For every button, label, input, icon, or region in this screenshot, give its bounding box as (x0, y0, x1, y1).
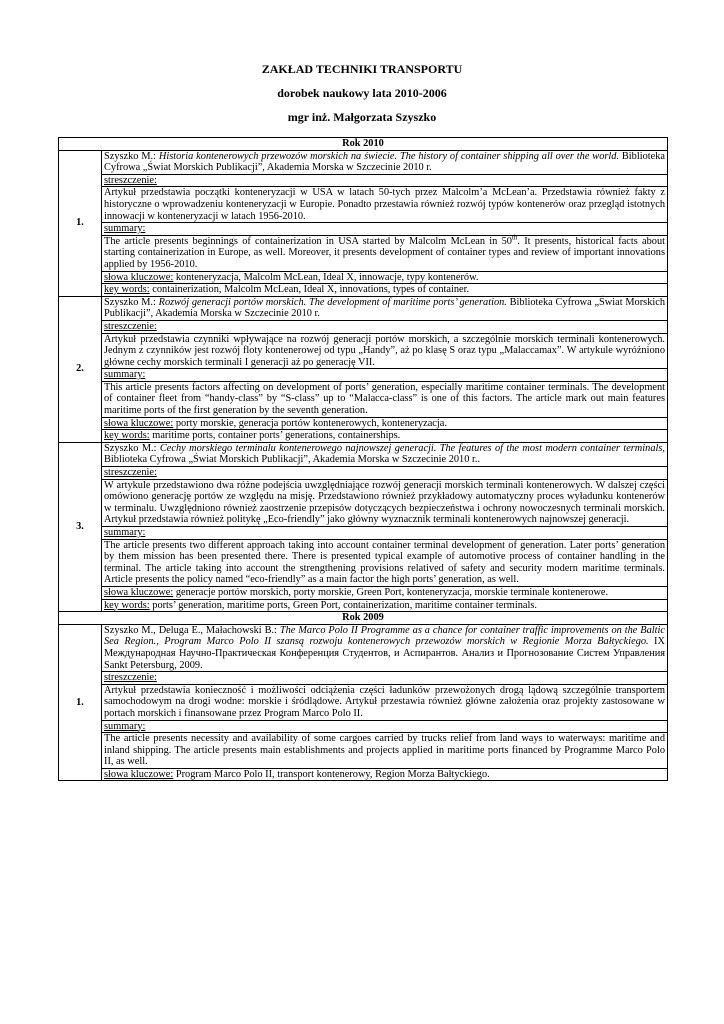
entry-row (59, 187, 668, 223)
key-words-text: containerization, Malcolm McLean, Ideal X, innovations, types of container. (149, 284, 470, 296)
streszczenie-text: Artykuł przedstawia konieczność i możliwości odciążenia części ładunków przewożonych drogą lądową szczególnie transportem samochodowym na drogi wodne: morskie i śródlądowe. Artykuł przestawia również główne założenia oraz projekty zastosowane w portach morskich i finansowane przez Program Marco Polo II. (102, 684, 668, 720)
key-words-text: maritime ports, container ports’ generations, containerships. (149, 430, 401, 442)
summary-label-cell (102, 720, 668, 733)
slowa-kluczowe-label: słowa kluczowe: (104, 586, 174, 598)
summary-text (102, 235, 668, 271)
entry-number: 1. (59, 624, 102, 781)
entry-row (59, 417, 668, 430)
summary-label: summary: (104, 223, 146, 235)
entry-row (59, 527, 668, 540)
streszczenie-label-cell (102, 467, 668, 480)
entry-publication: Biblioteka Cyfrowa „Świat Morskich Publikacji”, Akademia Morska w Szczecinie 2010 r. (104, 296, 665, 320)
entry-row (59, 381, 668, 417)
entry-row (59, 586, 668, 599)
slowa-kluczowe-label: słowa kluczowe: (104, 768, 174, 780)
entry-row (59, 333, 668, 369)
summary-text (102, 539, 668, 586)
entry-row (59, 174, 668, 187)
key-words-text: ports’ generation, maritime ports, Green Port, containerization, maritime container terminals. (149, 599, 537, 611)
entry-row (59, 479, 668, 526)
streszczenie-label: streszczenie: (104, 467, 157, 479)
entry-title: Cechy morskiego terminalu kontenerowego najnowszej generacji. The features of the most modern container terminals, (159, 442, 665, 454)
page-subtitle: dorobek naukowy lata 2010-2006 (277, 86, 447, 100)
entry-row (59, 150, 668, 174)
entry-row (59, 320, 668, 333)
entry-row (59, 442, 668, 466)
entry-row (59, 369, 668, 382)
slowa-kluczowe-text: konteneryzacja, Malcolm McLean, Ideal X, innowacje, typy kontenerów. (173, 271, 479, 283)
key-words-label: key words: (104, 599, 150, 611)
key-words-row (102, 430, 668, 443)
summary-label: summary: (104, 527, 146, 538)
summary-text (102, 733, 668, 769)
summary-text-part: The article presents two different approach taking into account container terminal development of generation. Later ports’ generation by them mission has been presented there. There is presented typical example of automotive process of container handling in the terminal. The article taking into account the strengthening provisions relatived of safety and security modern maritime terminals. Article presents the policy named “eco-friendly” as a main factor the high ports’ generation, as well. (104, 539, 665, 586)
streszczenie-label-cell (102, 672, 668, 685)
entry-row (59, 284, 668, 297)
streszczenie-text: Artykuł przedstawia początki konteneryzacji w USA w latach 50-tych przez Malcolm’a McLean’a. Przedstawia również fakty z historyczne o wprowadzeniu konteneryzacji w Europie. Ponadto przestawia również rozwój typów kontenerów oraz przegląd istotnych innowacji w konteneryzacji w latach 1956-2010. (102, 187, 668, 223)
entry-citation (102, 624, 668, 671)
entry-citation (102, 150, 668, 174)
entry-title: Historia kontenerowych przewozów morskich na świecie. The history of container shipping all over the world. (158, 150, 620, 162)
entry-number: 3. (59, 442, 102, 611)
entry-publication: IX Международная Научно-Практическая Конференция Студентов, и Аспирантов. Анализ и Прогнозование Систем Управления Sankt Petersburg, 2009. (104, 636, 665, 671)
entry-title: The Marco Polo II Programme as a chance for container traffic improvements on the Baltic Sea Region., Program Marco Polo II szansą rozwoju kontenerowych przewozów morskich w Regionie Morza Bałtyckiego. (104, 624, 665, 648)
key-words-row (102, 284, 668, 297)
entry-title: Rozwój generacji portów morskich. The development of maritime ports’ generation. (158, 296, 507, 308)
summary-label-cell (102, 223, 668, 236)
publications-table (58, 137, 668, 781)
entry-row (59, 223, 668, 236)
entry-authors: Szyszko M., Deluga E., Małachowski B.: (104, 624, 280, 636)
slowa-kluczowe-row (102, 768, 668, 781)
slowa-kluczowe-text: Program Marco Polo II, transport kontenerowy, Region Morza Bałtyckiego. (173, 768, 490, 780)
summary-text-part: The article presents beginnings of containerization in USA started by Malcolm McLean in 50 (104, 235, 512, 247)
key-words-label: key words: (104, 284, 150, 296)
summary-superscript: th (511, 233, 518, 242)
streszczenie-label: streszczenie: (104, 174, 157, 186)
streszczenie-label: streszczenie: (104, 672, 157, 684)
slowa-kluczowe-label: słowa kluczowe: (104, 417, 174, 429)
key-words-label: key words: (104, 430, 150, 442)
streszczenie-text: W artykule przedstawiono dwa różne podejścia uwzględniające rozwój generacji morskich terminali kontenerowych. W dalszej części omówiono generację portów ze względu na misję. Przedstawiono również przykładowy automatyczny proces wyładunku kontenerów w terminalu. Uwzględniono również zaostrzenie przepisów dotyczących bezpieczeństwa i ochrony nowoczesnych terminali morskich. Artykuł przedstawia również politykę „Eco-friendly” jako główny wyznacznik terminali kontenerowych najnowszej generacji. (102, 479, 668, 526)
streszczenie-label-cell (102, 174, 668, 187)
entry-row (59, 720, 668, 733)
entry-row (59, 672, 668, 685)
summary-text-part: The article presents necessity and availability of some cargoes carried by trucks relief from land ways to waterways: maritime and inland shipping. The article presents main establishments and projects applied in maritime ports financed by Programme Marco Polo II, as well. (104, 733, 665, 768)
year-row (59, 138, 668, 151)
summary-label-cell (102, 527, 668, 540)
summary-text-part: This article presents factors affecting on development of ports’ generation, especially maritime container terminals. The development of container fleet from “handy-class” by “S-class” up to “Malacca-class” is one of this factors. The article mark out main features maritime ports of the first generation by the seventh generation. (104, 381, 665, 417)
entry-row (59, 599, 668, 612)
streszczenie-label-cell (102, 320, 668, 333)
summary-label-cell (102, 369, 668, 382)
summary-text-part: . It presents, historical facts about starting containerization in Europe, as well. Moreover, it presents development of container types and review of important innovations applied by 1956-2010. (104, 235, 666, 270)
entry-authors: Szyszko M.: (104, 296, 159, 308)
slowa-kluczowe-row (102, 417, 668, 430)
entry-row (59, 296, 668, 320)
entry-row (59, 430, 668, 443)
entry-publication: Biblioteka Cyfrowa „Świat Morskich Publikacji”, Akademia Morska w Szczecinie 2010 r. (104, 150, 665, 174)
summary-label: summary: (104, 369, 146, 381)
entry-authors: Szyszko M.: (104, 442, 160, 454)
slowa-kluczowe-row (102, 271, 668, 284)
slowa-kluczowe-text: generacje portów morskich, porty morskie, Green Port, konteneryzacja, morskie terminale kontenerowe. (173, 586, 609, 598)
entry-row (59, 467, 668, 480)
author-name: mgr inż. Małgorzata Szyszko (287, 110, 437, 124)
year-heading: Rok 2010 (59, 138, 668, 151)
summary-text (102, 381, 668, 417)
entry-citation (102, 442, 668, 466)
entry-row (59, 768, 668, 781)
key-words-row (102, 599, 668, 612)
entry-row (59, 684, 668, 720)
entry-row (59, 235, 668, 271)
entry-row (59, 733, 668, 769)
entry-publication: Biblioteka Cyfrowa „Świat Morskich Publikacji”, Akademia Morska w Szczecinie 2010 r.. (104, 454, 481, 466)
entry-row (59, 539, 668, 586)
entry-row (59, 624, 668, 671)
slowa-kluczowe-text: porty morskie, generacja portów kontenerowych, konteneryzacja. (173, 417, 447, 429)
entry-citation (102, 296, 668, 320)
entry-row (59, 271, 668, 284)
entry-number: 2. (59, 296, 102, 442)
summary-label: summary: (104, 720, 146, 732)
year-row (59, 612, 668, 625)
slowa-kluczowe-row (102, 586, 668, 599)
streszczenie-text: Artykuł przedstawia czynniki wpływające na rozwój generacji portów morskich, a szczególnie morskich terminali kontenerowych. Jednym z czynników jest rozwój floty kontenerowej od typu „Handy”, aż po klasę S oraz typu „Malaccamax”. W artykule wyróżniono główne cechy morskich terminali I generacji aż po generację VII. (102, 333, 668, 369)
streszczenie-label: streszczenie: (104, 320, 157, 332)
year-heading: Rok 2009 (59, 612, 668, 625)
page-title: ZAKŁAD TECHNIKI TRANSPORTU (261, 62, 463, 76)
entry-number: 1. (59, 150, 102, 296)
entry-authors: Szyszko M.: (104, 150, 159, 162)
slowa-kluczowe-label: słowa kluczowe: (104, 271, 174, 283)
